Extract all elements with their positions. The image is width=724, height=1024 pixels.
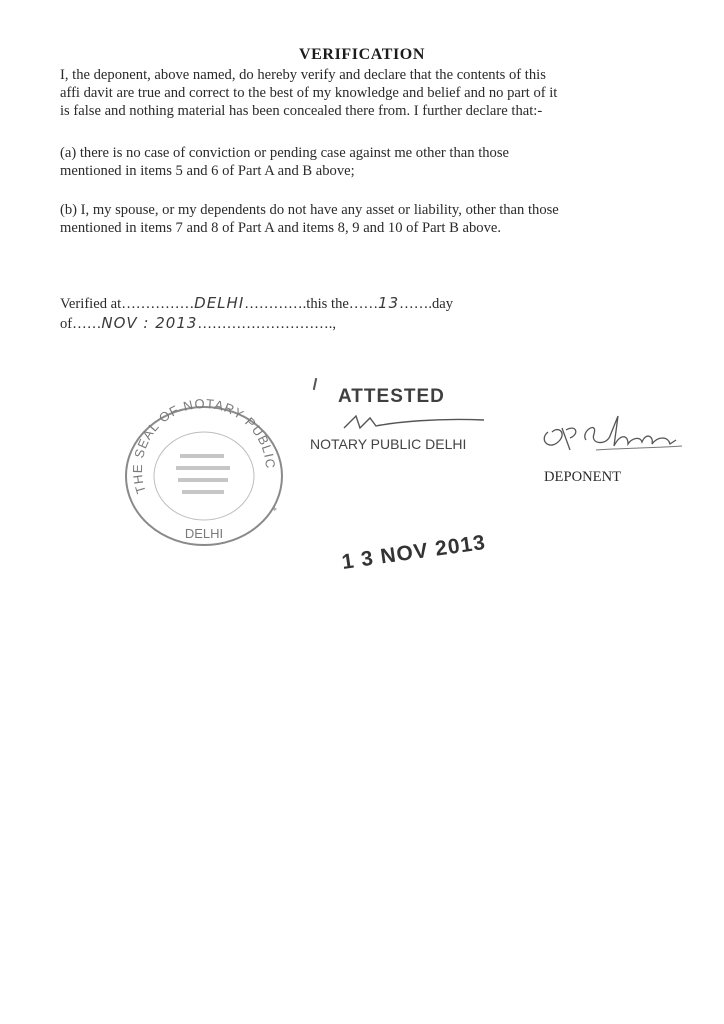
month-line: of……NOV : 2013………………………., — [60, 314, 337, 332]
pen-mark — [313, 378, 317, 390]
day-label: day — [431, 296, 454, 312]
document-title: VERIFICATION — [298, 46, 426, 63]
clause-b — [60, 201, 660, 237]
day-value: 13 — [378, 294, 400, 312]
verified-at-line: Verified at……………DELHI………….this the……13…….day — [60, 294, 454, 312]
attested-stamp: ATTESTED — [338, 386, 445, 407]
month-year: NOV : 2013 — [101, 314, 198, 332]
clause-a-line: mentioned in items 5 and 6 of Part A and B above; — [60, 163, 355, 179]
deponent-label: DEPONENT — [544, 469, 622, 485]
notary-signature — [336, 408, 486, 436]
intro-line: I, the deponent, above named, do hereby verify and declare that the contents of this — [60, 67, 546, 83]
deponent-signature — [536, 410, 688, 456]
date-stamp: 1 3 NOV 2013 — [340, 530, 488, 574]
intro-paragraph — [60, 66, 660, 120]
notary-seal — [112, 396, 292, 556]
clause-b-line: (b) I, my spouse, or my dependents do not have any asset or liability, other than those — [60, 202, 559, 218]
seal-bottom-text: DELHI — [184, 526, 224, 541]
clause-b-line: mentioned in items 7 and 8 of Part A and items 8, 9 and 10 of Part B above. — [60, 220, 501, 236]
seal-text: THE SEAL OF NOTARY PUBLIC — [129, 396, 279, 496]
clause-a — [60, 144, 660, 180]
of-label: of — [60, 316, 73, 332]
notary-public-stamp: NOTARY PUBLIC DELHI — [310, 436, 467, 452]
intro-line: affi davit are true and correct to the best of my knowledge and belief and no part of it — [60, 85, 558, 101]
verified-place: DELHI — [194, 294, 245, 312]
verified-at-label: Verified at — [60, 296, 122, 312]
intro-line: is false and nothing material has been concealed there from. I further declare that:- — [60, 103, 543, 119]
svg-text:*: * — [272, 506, 277, 517]
this-the-label: this the — [306, 296, 349, 312]
clause-a-line: (a) there is no case of conviction or pending case against me other than those — [60, 145, 510, 161]
